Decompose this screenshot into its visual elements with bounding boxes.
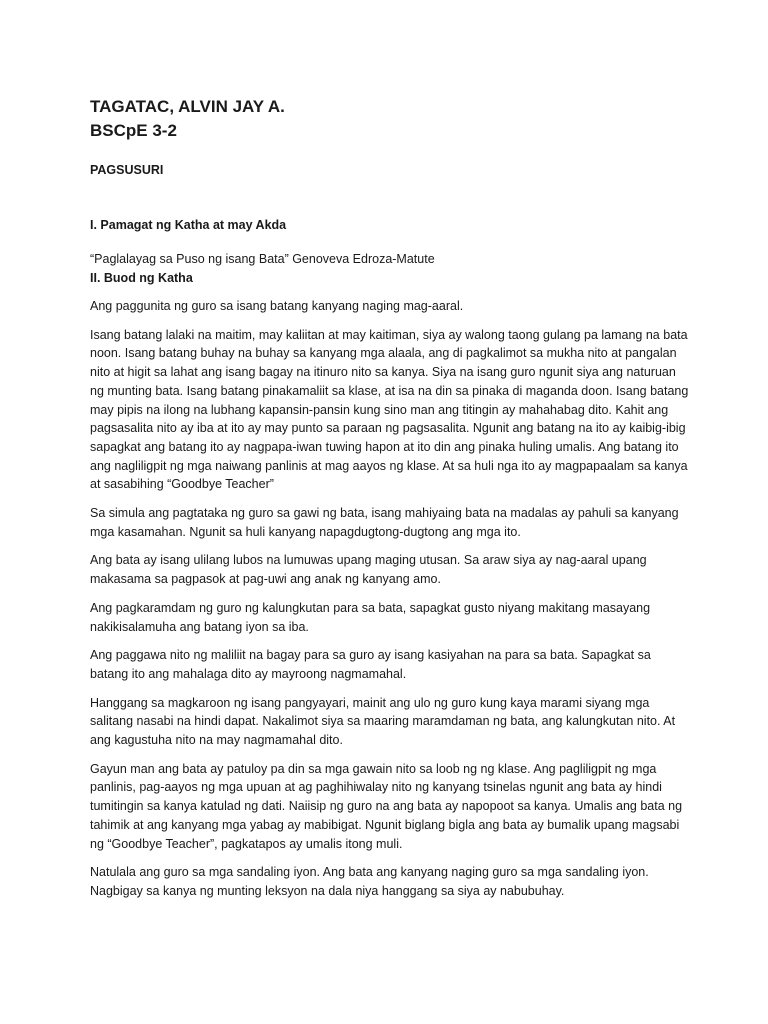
author-name: TAGATAC, ALVIN JAY A. (90, 97, 285, 116)
course-section: BSCpE 3-2 (90, 121, 177, 140)
paragraph-3: Sa simula ang pagtataka ng guro sa gawi ng bata, isang mahiyaing bata na madalas ay pahuli sa kanyang mga kasamahan. Ngunit sa huli kanyang napagdugtong-dugtong ang mga ito. (90, 506, 679, 539)
section-heading-title-author: I. Pamagat ng Katha at may Akda (90, 218, 287, 232)
paragraph-1: Ang paggunita ng guro sa isang batang kanyang naging mag-aaral. (90, 299, 464, 313)
document-label: PAGSUSURI (90, 163, 164, 177)
paragraph-2: Isang batang lalaki na maitim, may kaliitan at may kaitiman, siya ay walong taong gulang pa lamang na bata noon. Isang batang buhay na buhay sa kanyang mga alaala, ang di pagkalimot sa mukha nito at pangalan nito at higit sa lahat ang isang bagay na itinuro nito sa kanya. Siya na isang guro ngunit siya ang naturuan ng munting bata. Isang batang pinakamaliit sa klase, at isa na din sa pinaka di maganda doon. Isang batang may pipis na ilong na lubhang kapansin-pansin kung sino man ang titingin ay mahahabag dito. Kahit ang pagsasalita nito ay iba at ito ay may punto sa paraan ng pagsasalita. Ngunit ang batang na ito ay kaibig-ibig sapagkat ang batang ito ay nagpapa-iwan tuwing hapon at ito din ang pinaka huling umalis. Ang batang ito ang nagliligpit ng mga naiwang panlinis at mag aayos ng klase. At sa huli nga ito ay magpapaalam sa kanya at sasabihing “Goodbye Teacher” (90, 327, 689, 492)
paragraph-7: Hanggang sa magkaroon ng isang pangyayari, mainit ang ulo ng guro kung kaya marami siyang mga salitang nasabi na hindi dapat. Nakalimot siya sa maaring maramdaman ng bata, ang kalungkutan nito. At ang kagustuha nito na may nagmamahal dito. (90, 695, 676, 748)
paragraph-5: Ang pagkaramdam ng guro ng kalungkutan para sa bata, sapagkat gusto niyang makitang masayang nakikisalamuha ang batang iyon sa iba. (90, 600, 651, 634)
paragraph-4: Ang bata ay isang ulilang lubos na lumuwas upang maging utusan. Sa araw siya ay nag-aaral upang makasama sa pagpasok at pag-uwi ang anak ng kanyang amo. (90, 553, 647, 587)
document-page (90, 96, 690, 901)
paragraph-8: Gayun man ang bata ay patuloy pa din sa mga gawain nito sa loob ng ng klase. Ang pagliligpit ng mga panlinis, pag-aayos ng mga upuan at ag paghihiwalay nito ng kanyang tsinelas ngunit ang bata ay hindi tumitingin sa kanya katulad ng dati. Naiisip ng guro na ang bata ay napopoot sa kanya. Umalis ang bata ng tahimik at ang kanyang mga yabag ay mabibigat. Ngunit biglang bigla ang bata ay bumalik upang magsabi ng “Goodbye Teacher”, pagkatapos ay umalis itong muli. (90, 761, 683, 851)
paragraph-9: Natulala ang guro sa mga sandaling iyon. Ang bata ang kanyang naging guro sa mga sandaling iyon. Nagbigay sa kanya ng munting leksyon na dala niya hanggang sa siya ay nabubuhay. (90, 865, 649, 898)
paragraph-6: Ang paggawa nito ng maliliit na bagay para sa guro ay isang kasiyahan na para sa bata. Sapagkat sa batang ito ang mahalaga dito ay mayroong nagmamahal. (90, 648, 651, 681)
story-title-author: “Paglalayag sa Puso ng isang Bata” Genoveva Edroza-Matute (90, 252, 435, 266)
section-heading-summary: II. Buod ng Katha (90, 271, 193, 285)
